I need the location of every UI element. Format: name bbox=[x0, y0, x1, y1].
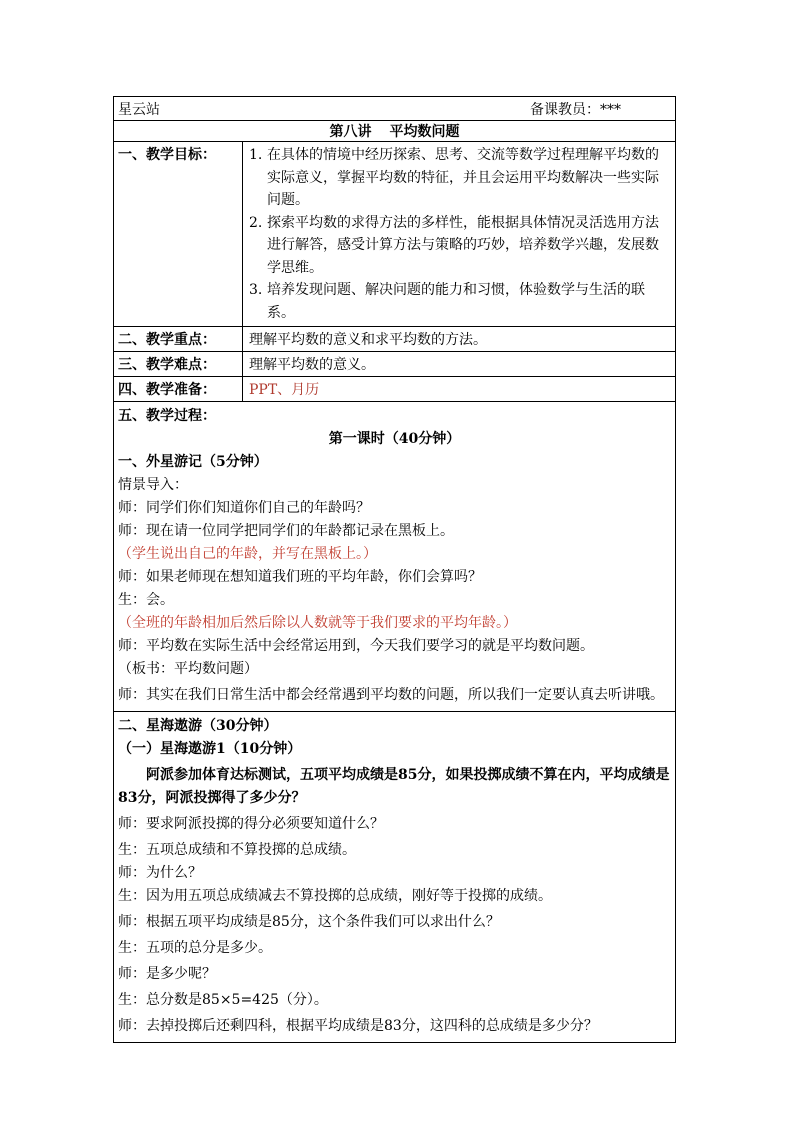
station-name: 星云站 bbox=[118, 101, 160, 118]
lecture-topic: 平均数问题 bbox=[389, 124, 460, 140]
lesson-plan-table bbox=[113, 96, 676, 1043]
objective-number: 3. bbox=[249, 282, 263, 298]
objective-text: 在具体的情境中经历探索、思考、交流等数学过程理解平均数的实际意义，掌握平均数的特征，并且会运用平均数解决一些实际问题。 bbox=[267, 147, 659, 208]
objectives-label: 一、教学目标： bbox=[114, 142, 243, 326]
difficulty-value: 理解平均数的意义。 bbox=[249, 357, 375, 373]
dialogue-line: 师：平均数在实际生活中会经常运用到，今天我们要学习的就是平均数问题。 bbox=[118, 638, 594, 654]
problem-statement: 阿派参加体育达标测试，五项平均成绩是85分，如果投掷成绩不算在内，平均成绩是83分，阿派投掷得了多少分？ bbox=[118, 767, 670, 806]
objectives-list bbox=[243, 142, 675, 326]
dialogue-line: 生：会。 bbox=[118, 592, 174, 608]
lecture-title-row bbox=[114, 121, 675, 142]
objective-item bbox=[249, 212, 669, 280]
key-point-label: 二、教学重点： bbox=[114, 327, 243, 351]
preparation-row bbox=[114, 377, 675, 402]
dialogue-line: 师：去掉投掷后还剩四科，根据平均成绩是83分，这四科的总成绩是多少分？ bbox=[118, 1018, 598, 1034]
objectives-row bbox=[114, 142, 675, 327]
dialogue-line: （全班的年龄相加后然后除以人数就等于我们要求的平均年龄。） bbox=[118, 615, 517, 631]
lecture-number: 第八讲 bbox=[329, 124, 372, 140]
dialogue-line: 师：同学们你们知道你们自己的年龄吗？ bbox=[118, 500, 370, 516]
dialogue-line: 生：五项的总分是多少。 bbox=[118, 940, 272, 956]
part2-subtitle: （一）星海遨游1（10分钟） bbox=[118, 741, 302, 757]
dialogue-line: 师：根据五项平均成绩是85分，这个条件我们可以求出什么？ bbox=[118, 914, 500, 930]
part1-title: 一、外星游记（5分钟） bbox=[118, 454, 268, 470]
difficulty-label: 三、教学难点： bbox=[114, 352, 243, 376]
dialogue-line: 情景导入： bbox=[118, 477, 188, 493]
objective-item bbox=[249, 144, 669, 212]
objective-text: 探索平均数的求得方法的多样性，能根据具体情况灵活选用方法进行解答，感受计算方法与策略的巧妙，培养数学兴趣，发展数学思维。 bbox=[267, 214, 659, 276]
dialogue-line: 师：其实在我们日常生活中都会经常遇到平均数的问题，所以我们一定要认真去听讲哦。 bbox=[118, 687, 664, 703]
dialogue-line: 生：五项总成绩和不算投掷的总成绩。 bbox=[118, 842, 356, 858]
dialogue-line: 师：要求阿派投掷的得分必须要知道什么？ bbox=[118, 816, 384, 832]
objective-number: 2. bbox=[249, 214, 263, 231]
dialogue-line: 师：现在请一位同学把同学们的年龄都记录在黑板上。 bbox=[118, 523, 454, 539]
objective-item bbox=[249, 279, 669, 324]
process-part2 bbox=[114, 712, 675, 1042]
header-row bbox=[114, 97, 675, 121]
dialogue-line: 师：为什么？ bbox=[118, 865, 202, 881]
dialogue-line: （学生说出自己的年龄，并写在黑板上。） bbox=[118, 546, 377, 562]
preparation-value: PPT、月历 bbox=[249, 382, 320, 398]
key-point-row bbox=[114, 327, 675, 352]
preparation-label: 四、教学准备： bbox=[114, 377, 243, 401]
objective-number: 1. bbox=[249, 147, 263, 163]
process-label: 五、教学过程： bbox=[118, 408, 216, 424]
part2-title: 二、星海遨游（30分钟） bbox=[118, 718, 278, 734]
dialogue-line: 师：如果老师现在想知道我们班的平均年龄，你们会算吗？ bbox=[118, 569, 482, 585]
process-part1 bbox=[114, 402, 675, 712]
dialogue-line: 师：是多少呢？ bbox=[118, 966, 216, 982]
difficulty-row bbox=[114, 352, 675, 377]
dialogue-line: 生：总分数是85×5=425（分）。 bbox=[118, 992, 328, 1008]
key-point-value: 理解平均数的意义和求平均数的方法。 bbox=[249, 332, 487, 348]
dialogue-line: （板书：平均数问题） bbox=[118, 661, 258, 677]
teacher-label: 备课教员：*** bbox=[530, 101, 621, 118]
dialogue-line: 生：因为用五项总成绩减去不算投掷的总成绩，刚好等于投掷的成绩。 bbox=[118, 888, 552, 904]
lesson-title: 第一课时（40分钟） bbox=[328, 431, 461, 447]
objective-text: 培养发现问题、解决问题的能力和习惯，体验数学与生活的联系。 bbox=[267, 282, 645, 321]
